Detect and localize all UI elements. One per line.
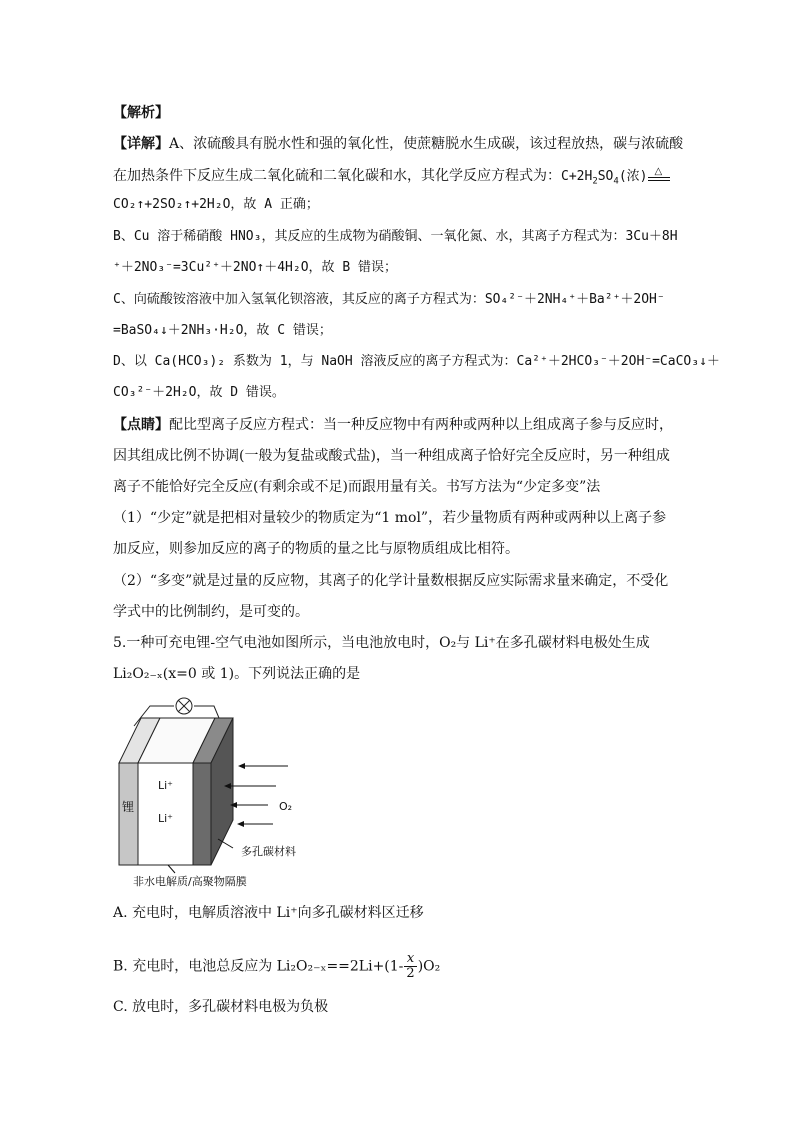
membrane-pointer-line <box>168 865 175 873</box>
option-b-fraction <box>404 952 416 981</box>
membrane-label: 非水电解质/高聚物隔膜 <box>133 875 247 888</box>
fraction-denominator: 2 <box>406 966 415 981</box>
carbon-label: 多孔碳材料 <box>241 845 296 858</box>
option-a: A. 充电时，电解质溶液中 Li⁺向多孔碳材料区迁移 <box>113 905 424 921</box>
option-c: C. 放电时，多孔碳材料电极为负极 <box>113 999 329 1015</box>
detail-line-d2: CO₃²⁻＋2H₂O，故 D 错误。 <box>113 385 285 400</box>
equation-lhs: $C+2H_2SO_4$(浓) <box>561 169 648 187</box>
fraction-numerator: x <box>404 952 416 967</box>
tip-line-5: 加反应，则参加反应的离子的物质的量之比与原物质组成比相符。 <box>113 541 519 557</box>
option-b <box>113 952 440 981</box>
detail-a2-text: 在加热条件下反应生成二氧化硫和二氧化碳和水，其化学反应方程式为： <box>113 168 561 184</box>
lithium-electrode <box>119 763 138 865</box>
analysis-heading: 【解析】 <box>113 105 169 121</box>
detail-line-a2 <box>113 166 671 186</box>
tip-line-6: （2）“多变”就是过量的反应物，其离子的化学计量数根据反应实际需求量来确定，不受化 <box>113 573 669 589</box>
detail-line-c1: C、向硫酸铵溶液中加入氢氧化钡溶液，其反应的离子方程式为：SO₄²⁻＋2NH₄⁺＋Ba²⁺＋2OH⁻ <box>113 292 665 307</box>
tip-line-4: （1）“少定”就是把相对量较少的物质定为“1 mol”，若少量物质有两种或两种以上离子参 <box>113 510 667 526</box>
question-5-line-1: 5.一种可充电锂-空气电池如图所示，当电池放电时，O₂与 Li⁺在多孔碳材料电极处生成 <box>113 635 650 651</box>
option-b-prefix: B. 充电时，电池总反应为 Li₂O₂₋ₓ==2Li+(1- <box>113 958 404 975</box>
question-5-line-2: Li₂O₂₋ₓ(x=0 或 1)。下列说法正确的是 <box>113 666 361 682</box>
tip-text-1: 配比型离子反应方程式：当一种反应物中有两种或两种以上组成离子参与反应时， <box>169 417 673 433</box>
detail-line-b1: B、Cu 溶于稀硝酸 HNO₃，其反应的生成物为硝酸铜、一氧化氮、水，其离子方程式为：3Cu＋8H <box>113 229 678 244</box>
detail-line-d1: D、以 Ca(HCO₃)₂ 系数为 1，与 NaOH 溶液反应的离子方程式为：Ca²⁺＋2HCO₃⁻＋2OH⁻=CaCO₃↓＋ <box>113 354 720 369</box>
option-b-suffix: )O₂ <box>417 958 441 975</box>
heating-symbol-icon: △ <box>647 166 671 184</box>
circuit-wire-right <box>194 706 219 718</box>
tip-line-7: 学式中的比例制约，是可变的。 <box>113 604 309 620</box>
tip-line-1 <box>113 416 673 434</box>
tip-tag: 【点睛】 <box>113 417 169 433</box>
detail-a1-text: A、浓硫酸具有脱水性和强的氧化性，使蔗糖脱水生成碳，该过程放热，碳与浓硫酸 <box>169 136 684 152</box>
battery-diagram <box>113 696 313 891</box>
detail-tag: 【详解】 <box>113 136 169 152</box>
li-ion-label-1: Li⁺ <box>158 779 173 792</box>
tip-line-2: 因其组成比例不协调(一般为复盐或酸式盐)，当一种组成离子恰好完全反应时，另一种组成 <box>113 448 670 464</box>
li-ion-label-2: Li⁺ <box>158 812 173 825</box>
detail-line-a3: CO₂↑+2SO₂↑+2H₂O，故 A 正确； <box>113 197 319 212</box>
detail-line-a1 <box>113 135 683 153</box>
detail-line-c2: =BaSO₄↓＋2NH₃·H₂O，故 C 错误； <box>113 323 332 338</box>
carbon-electrode-front <box>193 763 211 865</box>
lithium-label: 锂 <box>122 800 135 814</box>
detail-line-b2: ⁺＋2NO₃⁻=3Cu²⁺＋2NO↑＋4H₂O，故 B 错误； <box>113 260 398 275</box>
o2-label: O₂ <box>279 800 293 813</box>
tip-line-3: 离子不能恰好完全反应(有剩余或不足)而跟用量有关。书写方法为“少定多变”法 <box>113 479 601 495</box>
